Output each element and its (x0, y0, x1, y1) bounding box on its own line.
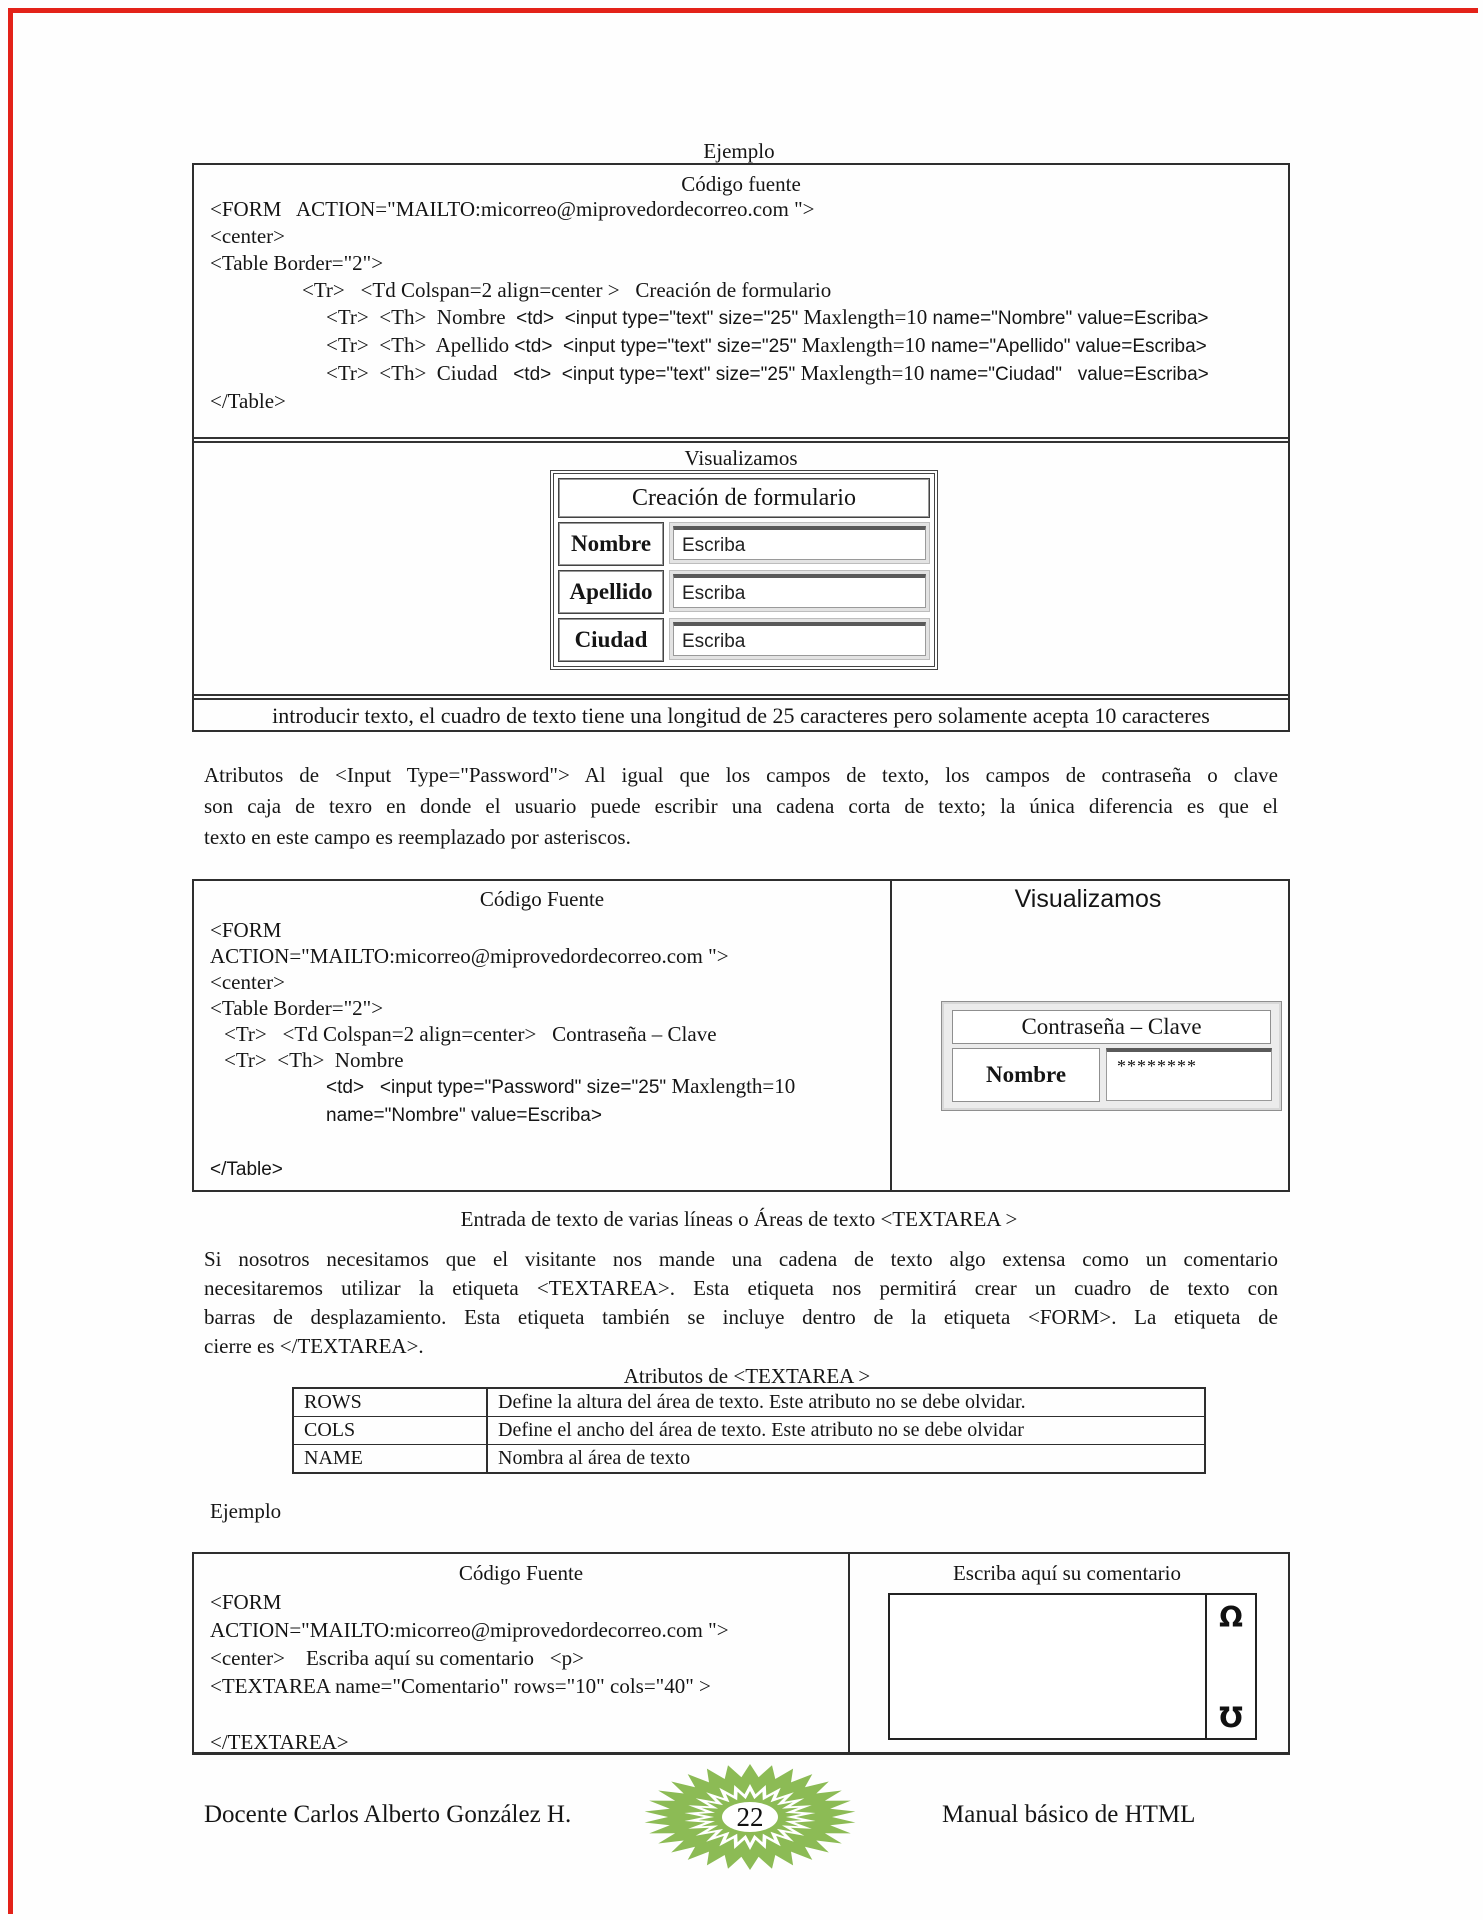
scroll-up-icon: Ω (1219, 1601, 1243, 1634)
attr-row-cols (294, 1416, 1204, 1444)
form-label: Ciudad (558, 618, 664, 662)
column-divider (890, 881, 892, 1190)
section-divider (194, 437, 1288, 443)
text-input (673, 526, 926, 560)
input-value: Escriba (682, 535, 746, 556)
password-input (1106, 1048, 1272, 1101)
example2-code-block: <FORM ACTION="MAILTO:micorreo@miprovedordecorreo.com "> <center> <Table Border="2"> <Tr> <Td Colspan=2 align=center> Contraseña – Clave <Tr> <Th> Nombre <td> <input type="Password" size="25" Maxlength=10 name="Nombre" value=Escriba> </Table> (210, 918, 796, 1180)
textarea-attr-table (292, 1387, 1206, 1474)
example3-table (192, 1552, 1290, 1755)
example1-code-title: Código fuente (681, 172, 801, 196)
paragraph-line: Atributos de <Input Type="Password"> Al igual que los campos de texto, los campos de contraseña o clave (204, 763, 1278, 787)
example1-note: introducir texto, el cuadro de texto tiene una longitud de 25 caracteres pero solamente acepta 10 caracteres (272, 703, 1210, 728)
paragraph-line: Si nosotros necesitamos que el visitante nos mande una cadena de texto algo extensa como un comentario (204, 1247, 1278, 1271)
form-row-apellido (558, 570, 930, 614)
password-table-title: Contraseña – Clave (952, 1010, 1271, 1044)
textarea-paragraph (204, 1245, 1278, 1361)
input-value: Escriba (682, 631, 746, 652)
attr-row-name (294, 1444, 1204, 1472)
example2-table (192, 879, 1290, 1192)
paragraph-line: son caja de texro en donde el usuario puede escribir una cadena corta de texto; la única diferencia es que el (204, 794, 1278, 818)
password-intro-paragraph (204, 760, 1278, 853)
footer-author: Docente Carlos Alberto González H. (204, 1801, 572, 1828)
paragraph-line: texto en este campo es reemplazado por asteriscos. (204, 825, 631, 849)
left-margin-rule (8, 8, 13, 1914)
example2-viz-title: Visualizamos (1014, 885, 1162, 913)
section-divider (194, 694, 1288, 700)
textarea-scrollbar (1205, 1595, 1255, 1738)
rendered-textarea (888, 1593, 1257, 1740)
example3-viz-title: Escriba aquí su comentario (952, 1561, 1181, 1585)
textarea-attr-title: Atributos de <TEXTAREA > (623, 1364, 871, 1388)
example1-code-block: <FORM ACTION="MAILTO:micorreo@miprovedordecorreo.com "> <center> <Table Border="2"> <Tr> <Td Colspan=2 align=center > Creación de formulario <Tr> <Th> Nombre <td> <input type="text" size="25" Maxlength=10 name="Nombre" value=Escriba> <Tr> <Th> Apellido <td> <input type="text" size="25" Maxlength=10 name="Apellido" value=Escriba> <Tr> <Th> Ciudad <td> <input type="text" size="25" Maxlength=10 name="Ciudad" value=Escriba> </Table> (210, 197, 1209, 413)
rendered-form-table (550, 470, 938, 670)
rendered-password-table (942, 1002, 1281, 1110)
input-value: Escriba (682, 583, 746, 604)
scroll-down-icon: Ω (1219, 1699, 1243, 1732)
example2-code-title: Código Fuente (479, 887, 605, 911)
example3-label: Ejemplo (210, 1499, 282, 1523)
page-number: 22 (736, 1802, 764, 1832)
attr-desc: Nombra al área de texto (498, 1447, 691, 1469)
attr-name: COLS (294, 1417, 488, 1444)
text-input (673, 574, 926, 608)
password-row-label: Nombre (952, 1048, 1100, 1102)
form-label: Apellido (558, 570, 664, 614)
rendered-form-title: Creación de formulario (558, 478, 930, 518)
attr-row-rows (294, 1389, 1204, 1416)
example3-code-block: <FORM ACTION="MAILTO:micorreo@miprovedordecorreo.com "> <center> Escriba aquí su comentario <p> <TEXTAREA name="Comentario" rows="10" cols="40" > </TEXTAREA> (210, 1590, 729, 1754)
example3-code-title: Código Fuente (458, 1561, 584, 1585)
textarea-heading: Entrada de texto de varias líneas o Áreas de texto <TEXTAREA > (460, 1207, 1018, 1231)
form-row-ciudad (558, 618, 930, 662)
attr-desc: Define el ancho del área de texto. Este atributo no se debe olvidar (498, 1419, 1024, 1441)
form-label: Nombre (558, 522, 664, 566)
attr-name: NAME (294, 1445, 488, 1472)
footer-book-title: Manual básico de HTML (942, 1801, 1196, 1828)
example1-heading: Ejemplo (703, 139, 775, 163)
page-number-badge (643, 1763, 857, 1871)
form-row-nombre (558, 522, 930, 566)
paragraph-line: cierre es </TEXTAREA>. (204, 1334, 424, 1358)
paragraph-line: barras de desplazamiento. Esta etiqueta también se incluye dentro de la etiqueta <FORM>. La etiqueta de (204, 1305, 1278, 1329)
password-masked-value: ******** (1117, 1056, 1197, 1076)
paragraph-line: necesitaremos utilizar la etiqueta <TEXTAREA>. Esta etiqueta nos permitirá crear un cuadro de texto con (204, 1276, 1278, 1300)
attr-desc: Define la altura del área de texto. Este atributo no se debe olvidar. (498, 1391, 1026, 1413)
text-input (673, 622, 926, 656)
attr-name: ROWS (294, 1389, 488, 1416)
top-margin-rule (8, 8, 1478, 13)
example1-table (192, 163, 1290, 732)
example1-viz-title: Visualizamos (684, 446, 798, 470)
